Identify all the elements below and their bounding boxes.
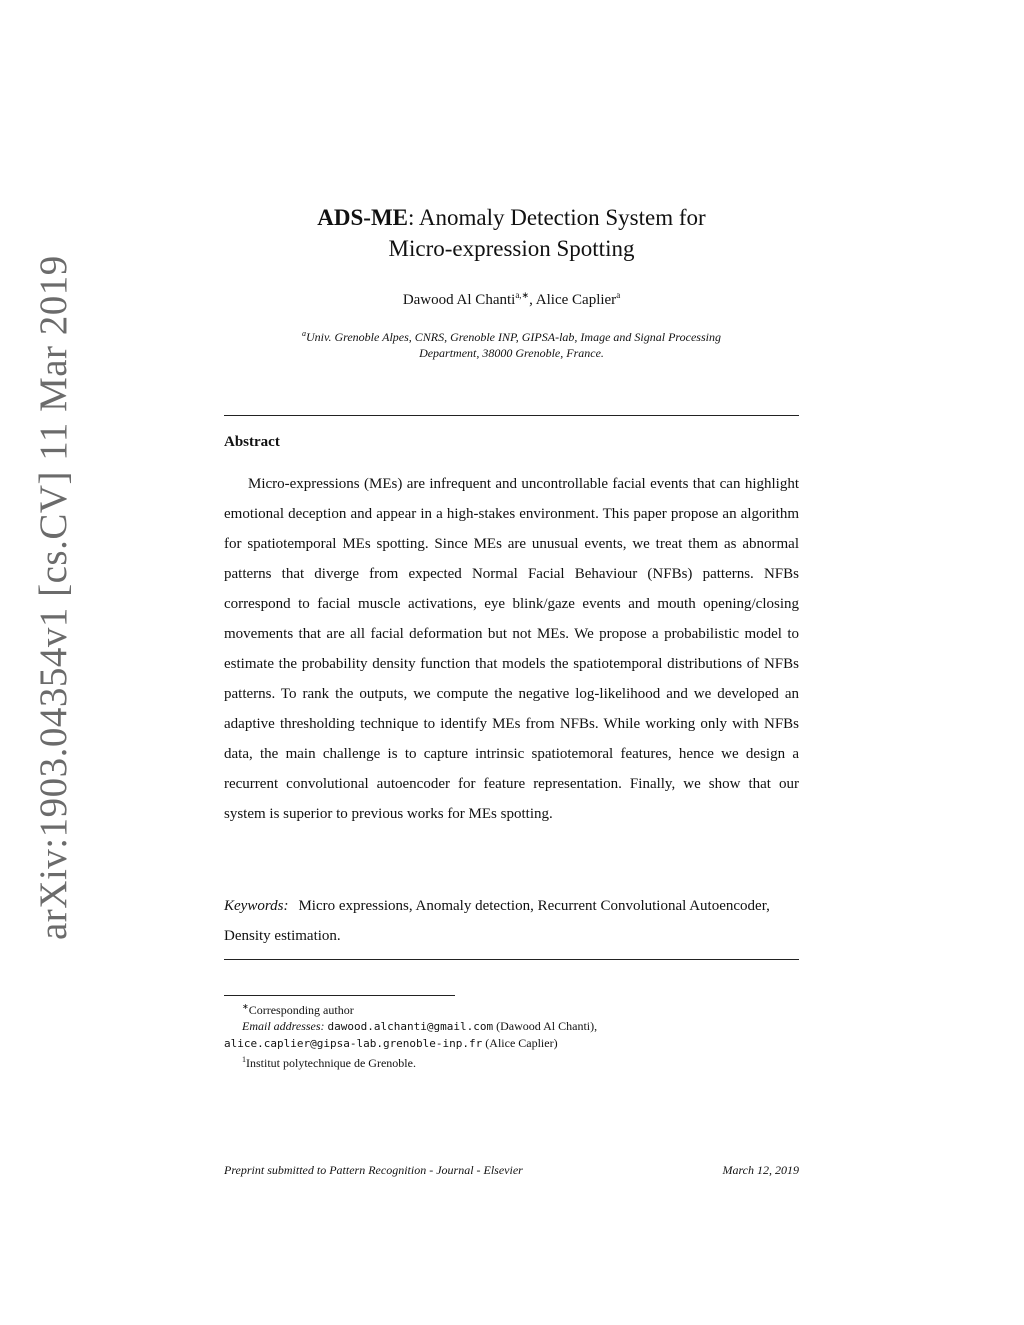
footnote-mark: ∗ — [242, 1002, 249, 1011]
footnote-corresponding-text: Corresponding author — [248, 1003, 354, 1017]
affiliation-line1: Univ. Grenoble Alpes, CNRS, Grenoble INP, GIPSA-lab, Image and Signal Processing — [306, 330, 721, 344]
footnote-rule — [224, 995, 455, 996]
footnote-emails-cont — [224, 1035, 799, 1052]
footnote-corresponding — [224, 999, 799, 1018]
author-list — [224, 290, 799, 309]
affiliation-line2: Department, 38000 Grenoble, France. — [419, 346, 604, 360]
keywords — [224, 891, 799, 951]
footnote-institute — [224, 1052, 799, 1071]
title-acronym: ADS-ME — [317, 205, 409, 230]
title-line1-rest: : Anomaly Detection System for — [408, 205, 706, 230]
email-label: Email addresses: — [242, 1019, 325, 1033]
abstract-top-rule — [224, 415, 799, 416]
footnote-institute-text: Institut polytechnique de Grenoble. — [246, 1056, 416, 1070]
title-line2: Micro-expression Spotting — [388, 236, 635, 261]
footer-preprint-note: Preprint submitted to Pattern Recognition - Journal - Elsevier — [224, 1163, 523, 1177]
footnote-mark: 1 — [242, 1055, 246, 1064]
footnotes — [224, 999, 799, 1071]
paper-title — [224, 202, 799, 264]
keywords-label: Keywords: — [224, 898, 289, 914]
email-owner: (Alice Caplier) — [482, 1036, 558, 1050]
abstract-text: Micro-expressions (MEs) are infrequent and uncontrollable facial events that can highlight emotional deception and appear in a high-stakes environment. This paper propose an algorithm for spatiotemporal MEs spotting. Since MEs are unusual events, we treat them as abnormal patterns that diverge from expected Normal Facial Behaviour (NFBs) patterns. NFBs correspond to facial muscle activations, eye blink/gaze events and mouth opening/closing movements that are all facial deformation but not MEs. We propose a probabilistic model to estimate the probability density function that models the spatiotemporal distributions of NFBs patterns. To rank the outputs, we compute the negative log-likelihood and we developed an adaptive thresholding technique to identify MEs from NFBs. While working only with NFBs data, the main challenge is to capture intrinsic spatiotemoral features, hence we design a recurrent convolutional autoencoder for feature representation. Finally, we show that our system is superior to previous works for MEs spotting. — [224, 476, 799, 822]
author-affil-mark: a — [616, 290, 621, 300]
email-owner: (Dawood Al Chanti), — [493, 1019, 598, 1033]
arxiv-identifier-stamp: arXiv:1903.04354v1 [cs.CV] 11 Mar 2019 — [32, 255, 75, 940]
author-name: Dawood Al Chanti — [402, 292, 516, 308]
keywords-text: Micro expressions, Anomaly detection, Recurrent Convolutional Autoencoder, Density estimation. — [224, 898, 770, 944]
page-footer — [224, 1163, 799, 1178]
abstract-bottom-rule — [224, 959, 799, 960]
email-link[interactable]: alice.caplier@gipsa-lab.grenoble-inp.fr — [224, 1037, 483, 1050]
author-affil-mark: a,∗ — [515, 290, 530, 300]
author-name: Alice Caplier — [535, 292, 617, 308]
abstract-heading: Abstract — [224, 434, 280, 450]
email-link[interactable]: dawood.alchanti@gmail.com — [327, 1020, 494, 1033]
footnote-emails — [224, 1018, 799, 1035]
footer-date: March 12, 2019 — [722, 1163, 799, 1177]
author-separator: , — [529, 292, 536, 308]
affiliation-mark: a — [302, 329, 307, 338]
affiliation — [224, 326, 799, 361]
